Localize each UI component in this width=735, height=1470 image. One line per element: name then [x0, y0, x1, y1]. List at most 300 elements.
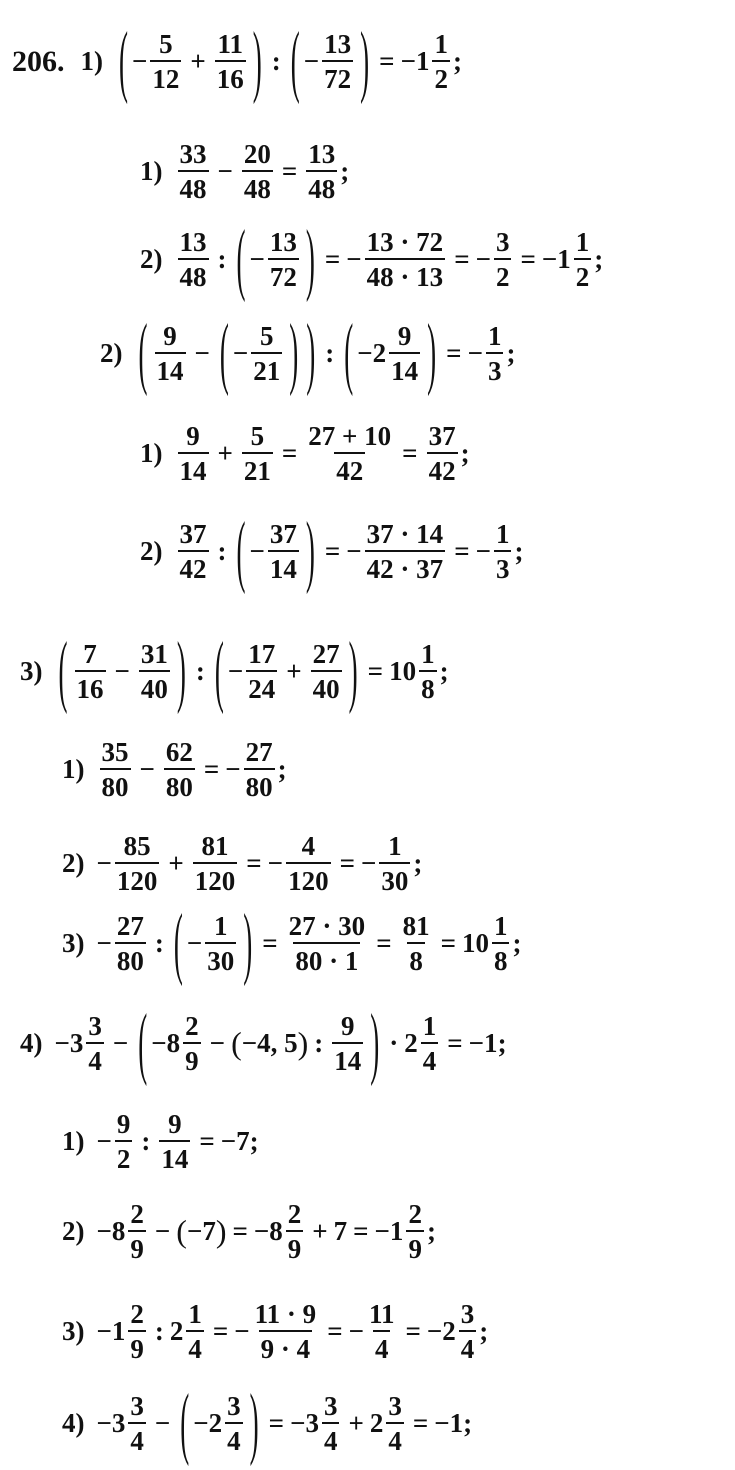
denominator: 24 — [246, 670, 277, 703]
equals: = — [327, 1316, 343, 1347]
plus: + — [168, 848, 184, 879]
semicolon: ; — [514, 536, 524, 567]
paren-left: ( — [214, 625, 224, 716]
semicolon: ; — [497, 1028, 507, 1059]
denominator: 9 — [128, 1330, 146, 1363]
numerator: 37 — [428, 421, 456, 451]
paren-right: ) — [289, 307, 299, 398]
denominator: 80 — [164, 768, 195, 801]
numerator: 27 · 30 — [288, 911, 366, 941]
numerator: 37 — [269, 519, 297, 549]
denominator: 9 — [406, 1230, 424, 1263]
numerator: 3 — [323, 1391, 338, 1421]
numerator: 3 — [130, 1391, 144, 1421]
minus: − — [96, 848, 112, 879]
minus: − — [132, 46, 148, 77]
colon: : — [154, 1316, 164, 1347]
semicolon: ; — [340, 156, 350, 187]
item-label: 1) — [80, 46, 103, 77]
equals: = — [454, 536, 470, 567]
denominator: 14 — [332, 1042, 363, 1075]
denominator: 14 — [155, 352, 186, 385]
fraction — [286, 832, 331, 896]
denominator: 2 — [574, 258, 592, 291]
equals: = — [199, 1126, 215, 1157]
item-label: 2) — [140, 244, 163, 275]
whole-part: −8 — [253, 1216, 283, 1247]
minus: − — [114, 656, 130, 687]
fraction — [100, 738, 131, 802]
fraction — [406, 1200, 424, 1264]
plus: + — [312, 1216, 328, 1247]
whole-part: −3 — [96, 1408, 126, 1439]
denominator: 14 — [268, 550, 299, 583]
numerator: 13 — [269, 227, 297, 257]
minus: − — [346, 536, 362, 567]
fraction — [494, 520, 512, 584]
equals: = — [353, 1216, 369, 1247]
denominator: 30 — [379, 862, 410, 895]
paren-left: ( — [236, 505, 246, 596]
step-line — [62, 1377, 473, 1468]
denominator: 48 · 13 — [365, 258, 446, 291]
minus: − — [139, 754, 155, 785]
equals: = — [454, 244, 470, 275]
numerator: 1 — [214, 911, 228, 941]
denominator: 72 — [322, 60, 353, 93]
numerator: 2 — [130, 1199, 144, 1229]
numerator: 13 · 72 — [366, 227, 444, 257]
denominator: 14 — [159, 1140, 190, 1173]
fraction — [401, 912, 432, 976]
problem-4-line — [20, 997, 507, 1088]
fraction — [306, 422, 393, 486]
denominator: 14 — [389, 352, 420, 385]
equals: = — [412, 1408, 429, 1439]
numerator: 3 — [495, 227, 510, 257]
fraction — [492, 912, 510, 976]
minus: − — [360, 848, 377, 879]
minus: − — [209, 1028, 226, 1059]
whole-part: −8 — [151, 1028, 181, 1059]
denominator: 4 — [459, 1330, 477, 1363]
paren-left: ( — [180, 1377, 190, 1468]
denominator: 120 — [286, 862, 331, 895]
numerator: 13 — [308, 139, 336, 169]
numerator: 7 — [83, 639, 97, 669]
minus: − — [267, 848, 284, 879]
fraction — [459, 1300, 477, 1364]
fraction — [155, 322, 186, 386]
item-label: 2) — [62, 848, 85, 879]
paren-right-small: ) — [297, 1025, 309, 1062]
denominator: 2 — [494, 258, 512, 291]
whole-part: −1 — [541, 244, 571, 275]
numerator: 62 — [165, 737, 193, 767]
equals: = — [446, 338, 462, 369]
denominator: 80 — [244, 768, 275, 801]
numerator: 2 — [408, 1199, 422, 1229]
item-label: 2) — [140, 536, 163, 567]
equals: = — [262, 928, 278, 959]
fraction — [253, 1300, 319, 1364]
fraction — [367, 1300, 397, 1364]
plus: + — [217, 438, 233, 469]
numerator: 81 — [201, 831, 229, 861]
fraction — [186, 1300, 204, 1364]
denominator: 48 — [178, 170, 209, 203]
numerator: 20 — [243, 139, 271, 169]
denominator: 9 — [286, 1230, 304, 1263]
denominator: 8 — [419, 670, 437, 703]
minus: − — [227, 656, 244, 687]
fraction — [178, 520, 209, 584]
semicolon: ; — [463, 1408, 473, 1439]
numerator: 1 — [575, 227, 590, 257]
result: −1 — [434, 1408, 464, 1439]
step-line — [62, 738, 287, 802]
fraction — [244, 738, 275, 802]
fraction — [205, 912, 236, 976]
minus: − — [217, 156, 233, 187]
paren-left-small: ( — [231, 1025, 242, 1062]
numerator: 2 — [130, 1299, 144, 1329]
minus: − — [303, 46, 320, 77]
numerator: 27 — [245, 737, 273, 767]
numerator: 35 — [101, 737, 129, 767]
minus: − — [96, 1126, 112, 1157]
numerator: 1 — [495, 519, 510, 549]
denominator: 8 — [492, 942, 510, 975]
plus: + — [286, 656, 302, 687]
fraction — [574, 228, 592, 292]
numerator: 11 — [368, 1299, 395, 1329]
paren-left: ( — [219, 307, 229, 398]
equals: = — [405, 1316, 421, 1347]
denominator: 12 — [150, 60, 181, 93]
fraction — [215, 30, 246, 94]
colon: : — [314, 1028, 324, 1059]
numerator: 11 — [217, 29, 244, 59]
paren-right: ) — [370, 997, 380, 1088]
whole-part: −2 — [426, 1316, 456, 1347]
fraction — [75, 640, 106, 704]
problem-2-line — [100, 307, 516, 398]
equals: = — [324, 536, 341, 567]
denominator: 40 — [311, 670, 342, 703]
value: −7 — [186, 1216, 216, 1247]
fraction — [365, 228, 446, 292]
paren-left: ( — [236, 213, 246, 304]
numerator: 27 — [116, 911, 144, 941]
step-line — [62, 1110, 259, 1174]
numerator: 9 — [168, 1109, 182, 1139]
semicolon: ; — [460, 438, 470, 469]
denominator: 9 — [183, 1042, 201, 1075]
colon: : — [271, 46, 281, 77]
denominator: 80 · 1 — [293, 942, 360, 975]
step-line — [62, 1300, 488, 1364]
colon: : — [217, 244, 227, 275]
semicolon: ; — [506, 338, 516, 369]
fraction — [386, 1392, 404, 1456]
fraction — [115, 1110, 133, 1174]
minus: − — [467, 338, 483, 369]
denominator: 4 — [86, 1042, 104, 1075]
numerator: 37 · 14 — [366, 519, 444, 549]
whole-part: 10 — [461, 928, 489, 959]
equals: = — [246, 848, 262, 879]
numerator: 5 — [159, 29, 173, 59]
denominator: 2 — [115, 1140, 133, 1173]
numerator: 17 — [248, 639, 276, 669]
fraction — [115, 912, 146, 976]
value: 7 — [333, 1216, 348, 1247]
problem-3-line — [20, 625, 449, 716]
equals: = — [281, 156, 298, 187]
numerator: 1 — [421, 639, 435, 669]
denominator: 48 — [306, 170, 337, 203]
fraction — [128, 1200, 146, 1264]
numerator: 1 — [487, 321, 502, 351]
result: −7; — [220, 1126, 259, 1157]
equals: = — [379, 46, 395, 77]
denominator: 9 — [128, 1230, 146, 1263]
denominator: 3 — [486, 352, 504, 385]
minus: − — [154, 1408, 171, 1439]
denominator: 9 · 4 — [259, 1330, 313, 1363]
numerator: 9 — [397, 321, 412, 351]
numerator: 9 — [163, 321, 177, 351]
minus: − — [225, 754, 241, 785]
whole-part: −8 — [96, 1216, 126, 1247]
minus: − — [234, 1316, 250, 1347]
whole-part: −1 — [374, 1216, 404, 1247]
denominator: 4 — [225, 1422, 243, 1455]
item-label: 3) — [20, 656, 43, 687]
plus: + — [348, 1408, 364, 1439]
paren-left: ( — [58, 625, 68, 716]
denominator: 14 — [178, 452, 209, 485]
step-line — [62, 832, 422, 896]
fraction — [432, 30, 450, 94]
numerator: 27 + 10 — [308, 421, 392, 451]
fraction — [242, 422, 273, 486]
paren-left: ( — [138, 997, 148, 1088]
fraction — [150, 30, 181, 94]
equals: = — [281, 438, 298, 469]
whole-part: 2 — [404, 1028, 418, 1059]
equals: = — [232, 1216, 248, 1247]
numerator: 31 — [140, 639, 168, 669]
fraction — [183, 1012, 201, 1076]
semicolon: ; — [426, 1216, 436, 1247]
equals: = — [440, 928, 456, 959]
item-label: 1) — [62, 754, 85, 785]
paren-right: ) — [348, 625, 358, 716]
fraction — [225, 1392, 243, 1456]
paren-right: ) — [252, 15, 262, 106]
equals: = — [203, 754, 220, 785]
item-label: 4) — [20, 1028, 43, 1059]
numerator: 9 — [186, 421, 200, 451]
minus: − — [96, 928, 112, 959]
minus: − — [249, 536, 265, 567]
problem-number: 206. — [12, 44, 65, 78]
fraction — [246, 640, 277, 704]
minus: − — [348, 1316, 364, 1347]
fraction — [322, 30, 353, 94]
item-label: 4) — [62, 1408, 85, 1439]
paren-right: ) — [360, 15, 370, 106]
denominator: 21 — [242, 452, 273, 485]
fraction — [421, 1012, 439, 1076]
denominator: 16 — [215, 60, 246, 93]
equals: = — [376, 928, 392, 959]
denominator: 30 — [205, 942, 236, 975]
plus: + — [190, 46, 206, 77]
result: −1 — [468, 1028, 498, 1059]
fraction — [427, 422, 458, 486]
whole-part: −1 — [96, 1316, 126, 1347]
equals: = — [268, 1408, 285, 1439]
fraction — [242, 140, 273, 204]
whole-part: −1 — [400, 46, 430, 77]
fraction — [268, 228, 299, 292]
denominator: 80 — [115, 942, 146, 975]
numerator: 5 — [260, 321, 274, 351]
denominator: 80 — [100, 768, 131, 801]
numerator: 27 — [312, 639, 340, 669]
item-label: 1) — [62, 1126, 85, 1157]
denominator: 16 — [75, 670, 106, 703]
fraction — [139, 640, 170, 704]
denominator: 48 — [178, 258, 209, 291]
item-label: 1) — [140, 438, 163, 469]
denominator: 4 — [128, 1422, 146, 1455]
denominator: 4 — [373, 1330, 391, 1363]
numerator: 3 — [388, 1391, 402, 1421]
minus: − — [186, 928, 203, 959]
equals: = — [367, 656, 384, 687]
minus: − — [154, 1216, 171, 1247]
whole-part: 2 — [169, 1316, 184, 1347]
denominator: 21 — [251, 352, 282, 385]
minus: − — [232, 338, 249, 369]
numerator: 81 — [402, 911, 430, 941]
denominator: 42 — [427, 452, 458, 485]
paren-right: ) — [306, 307, 316, 398]
paren-right: ) — [243, 897, 253, 988]
whole-part: −3 — [54, 1028, 84, 1059]
numerator: 1 — [388, 831, 402, 861]
numerator: 13 — [324, 29, 352, 59]
numerator: 1 — [188, 1299, 202, 1329]
paren-right: ) — [305, 505, 315, 596]
fraction — [322, 1392, 340, 1456]
semicolon: ; — [594, 244, 604, 275]
paren-right: ) — [305, 213, 315, 304]
paren-right-small: ) — [215, 1213, 227, 1250]
fraction — [494, 228, 512, 292]
minus: − — [249, 244, 265, 275]
step-line — [62, 1200, 436, 1264]
step-line — [140, 505, 524, 596]
numerator: 1 — [422, 1011, 437, 1041]
paren-left: ( — [344, 307, 354, 398]
semicolon: ; — [439, 656, 449, 687]
numerator: 2 — [287, 1199, 302, 1229]
fraction — [379, 832, 410, 896]
times-dot: · — [389, 1028, 399, 1059]
denominator: 8 — [407, 942, 425, 975]
fraction — [128, 1300, 146, 1364]
fraction — [306, 140, 337, 204]
numerator: 3 — [460, 1299, 475, 1329]
numerator: 33 — [179, 139, 207, 169]
denominator: 72 — [268, 258, 299, 291]
semicolon: ; — [413, 848, 423, 879]
numerator: 11 · 9 — [254, 1299, 317, 1329]
denominator: 4 — [421, 1042, 439, 1075]
fraction — [286, 1200, 304, 1264]
item-label: 2) — [62, 1216, 85, 1247]
item-label: 3) — [62, 1316, 85, 1347]
minus: − — [112, 1028, 129, 1059]
fraction — [268, 520, 299, 584]
minus: − — [475, 244, 491, 275]
paren-right: ) — [249, 1377, 259, 1468]
item-label: 1) — [140, 156, 163, 187]
step-line — [140, 422, 470, 486]
step-line — [140, 140, 349, 204]
equals: = — [520, 244, 536, 275]
numerator: 85 — [123, 831, 151, 861]
whole-part: −3 — [290, 1408, 319, 1439]
denominator: 4 — [186, 1330, 204, 1363]
semicolon: ; — [479, 1316, 489, 1347]
paren-left: ( — [119, 15, 128, 106]
whole-part: −2 — [193, 1408, 223, 1439]
colon: : — [154, 928, 164, 959]
fraction — [178, 228, 209, 292]
paren-right: ) — [176, 625, 186, 716]
numerator: 4 — [301, 831, 316, 861]
fraction — [287, 912, 368, 976]
paren-left-small: ( — [176, 1213, 187, 1250]
denominator: 42 — [178, 550, 209, 583]
minus: − — [346, 244, 362, 275]
step-line — [140, 213, 604, 304]
denominator: 120 — [193, 862, 238, 895]
fraction — [178, 422, 209, 486]
equals: = — [212, 1316, 229, 1347]
denominator: 48 — [242, 170, 273, 203]
fraction — [311, 640, 342, 704]
numerator: 2 — [185, 1011, 199, 1041]
problem-1-line — [12, 15, 462, 106]
fraction — [164, 738, 195, 802]
numerator: 3 — [227, 1391, 241, 1421]
minus: − — [194, 338, 210, 369]
fraction — [115, 832, 160, 896]
fraction — [419, 640, 437, 704]
fraction — [159, 1110, 190, 1174]
whole-part: 10 — [389, 656, 417, 687]
fraction — [193, 832, 238, 896]
fraction — [86, 1012, 104, 1076]
paren-right: ) — [427, 307, 437, 398]
